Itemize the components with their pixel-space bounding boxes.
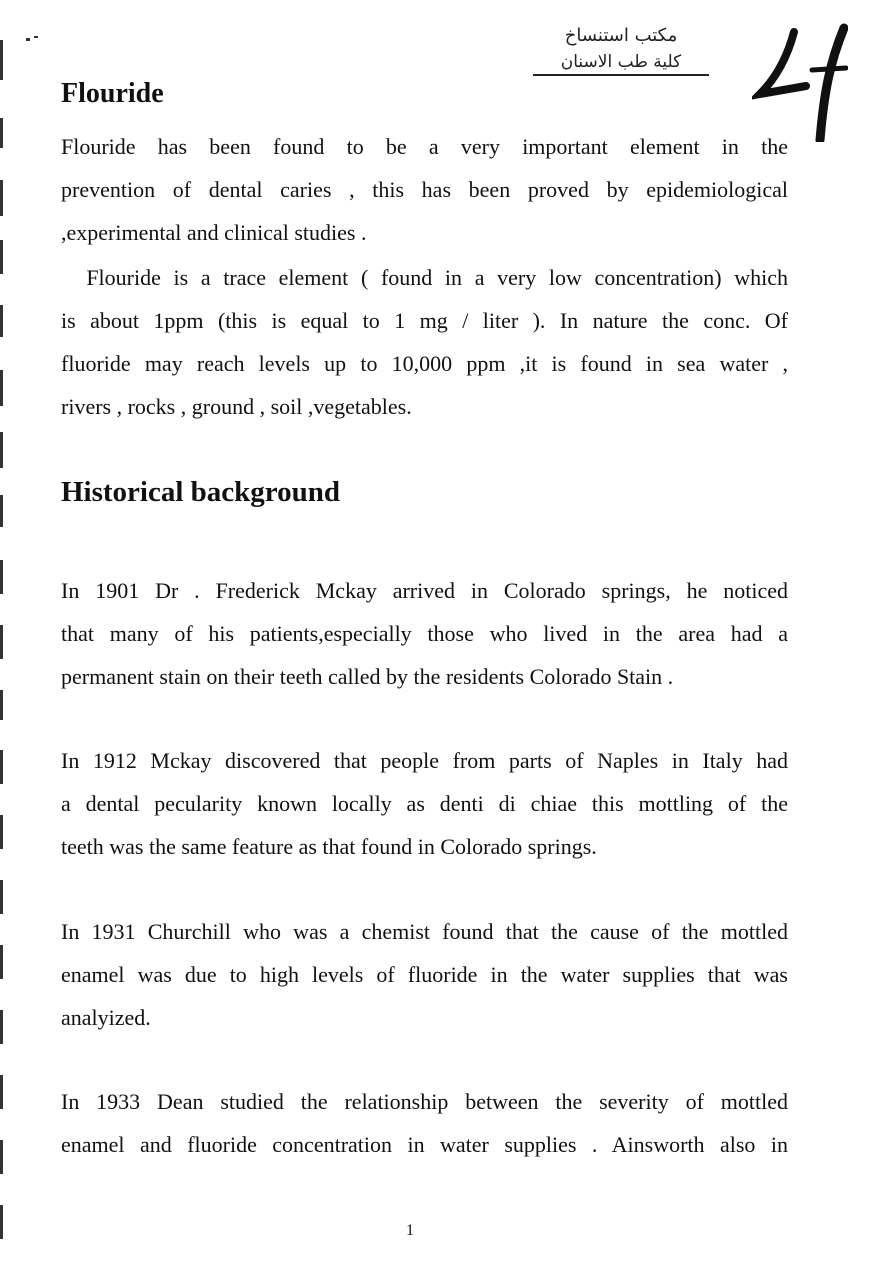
- text-line: Flouride is a trace element ( found in a very low concentration) which: [61, 265, 788, 290]
- paragraph: [61, 569, 788, 698]
- text-line: enamel and fluoride concentration in water supplies . Ainsworth also in: [61, 1132, 788, 1157]
- text-line: In 1912 Mckay discovered that people from parts of Naples in Italy had: [61, 748, 788, 773]
- text-line: enamel was due to high levels of fluoride in the water supplies that was: [61, 962, 788, 987]
- text-line: teeth was the same feature as that found in Colorado springs.: [61, 834, 597, 859]
- text-line: rivers , rocks , ground , soil ,vegetables.: [61, 394, 412, 419]
- text-line: permanent stain on their teeth called by the residents Colorado Stain .: [61, 664, 674, 689]
- office-stamp: [533, 22, 709, 84]
- paragraph: [61, 910, 788, 1039]
- handwritten-page-mark: [752, 22, 848, 142]
- section-heading-historical-background: Historical background: [61, 476, 341, 508]
- paragraph: [61, 256, 788, 428]
- scan-margin-marks: [0, 0, 20, 1264]
- text-line: In 1931 Churchill who was a chemist found that the cause of the mottled: [61, 919, 788, 944]
- paragraph: [61, 125, 788, 254]
- text-line: In 1901 Dr . Frederick Mckay arrived in Colorado springs, he noticed: [61, 578, 788, 603]
- stamp-line-2: كلية طب الاسنان: [533, 50, 709, 76]
- text-line: fluoride may reach levels up to 10,000 ppm ,it is found in sea water ,: [61, 351, 788, 376]
- text-line: In 1933 Dean studied the relationship between the severity of mottled: [61, 1089, 788, 1114]
- text-line: Flouride has been found to be a very important element in the: [61, 134, 788, 159]
- section-heading-flouride: Flouride: [61, 78, 164, 109]
- text-line: a dental pecularity known locally as denti di chiae this mottling of the: [61, 791, 788, 816]
- text-line: prevention of dental caries , this has been proved by epidemiological: [61, 177, 788, 202]
- text-line: analyized.: [61, 1005, 151, 1030]
- paragraph: [61, 1080, 788, 1166]
- stamp-line-1: مكتب استنساخ: [564, 25, 678, 46]
- page-number: 1: [406, 1222, 414, 1239]
- text-line: is about 1ppm (this is equal to 1 mg / liter ). In nature the conc. Of: [61, 308, 788, 333]
- text-line: ,experimental and clinical studies .: [61, 220, 367, 245]
- paragraph: [61, 739, 788, 868]
- text-line: that many of his patients,especially those who lived in the area had a: [61, 621, 788, 646]
